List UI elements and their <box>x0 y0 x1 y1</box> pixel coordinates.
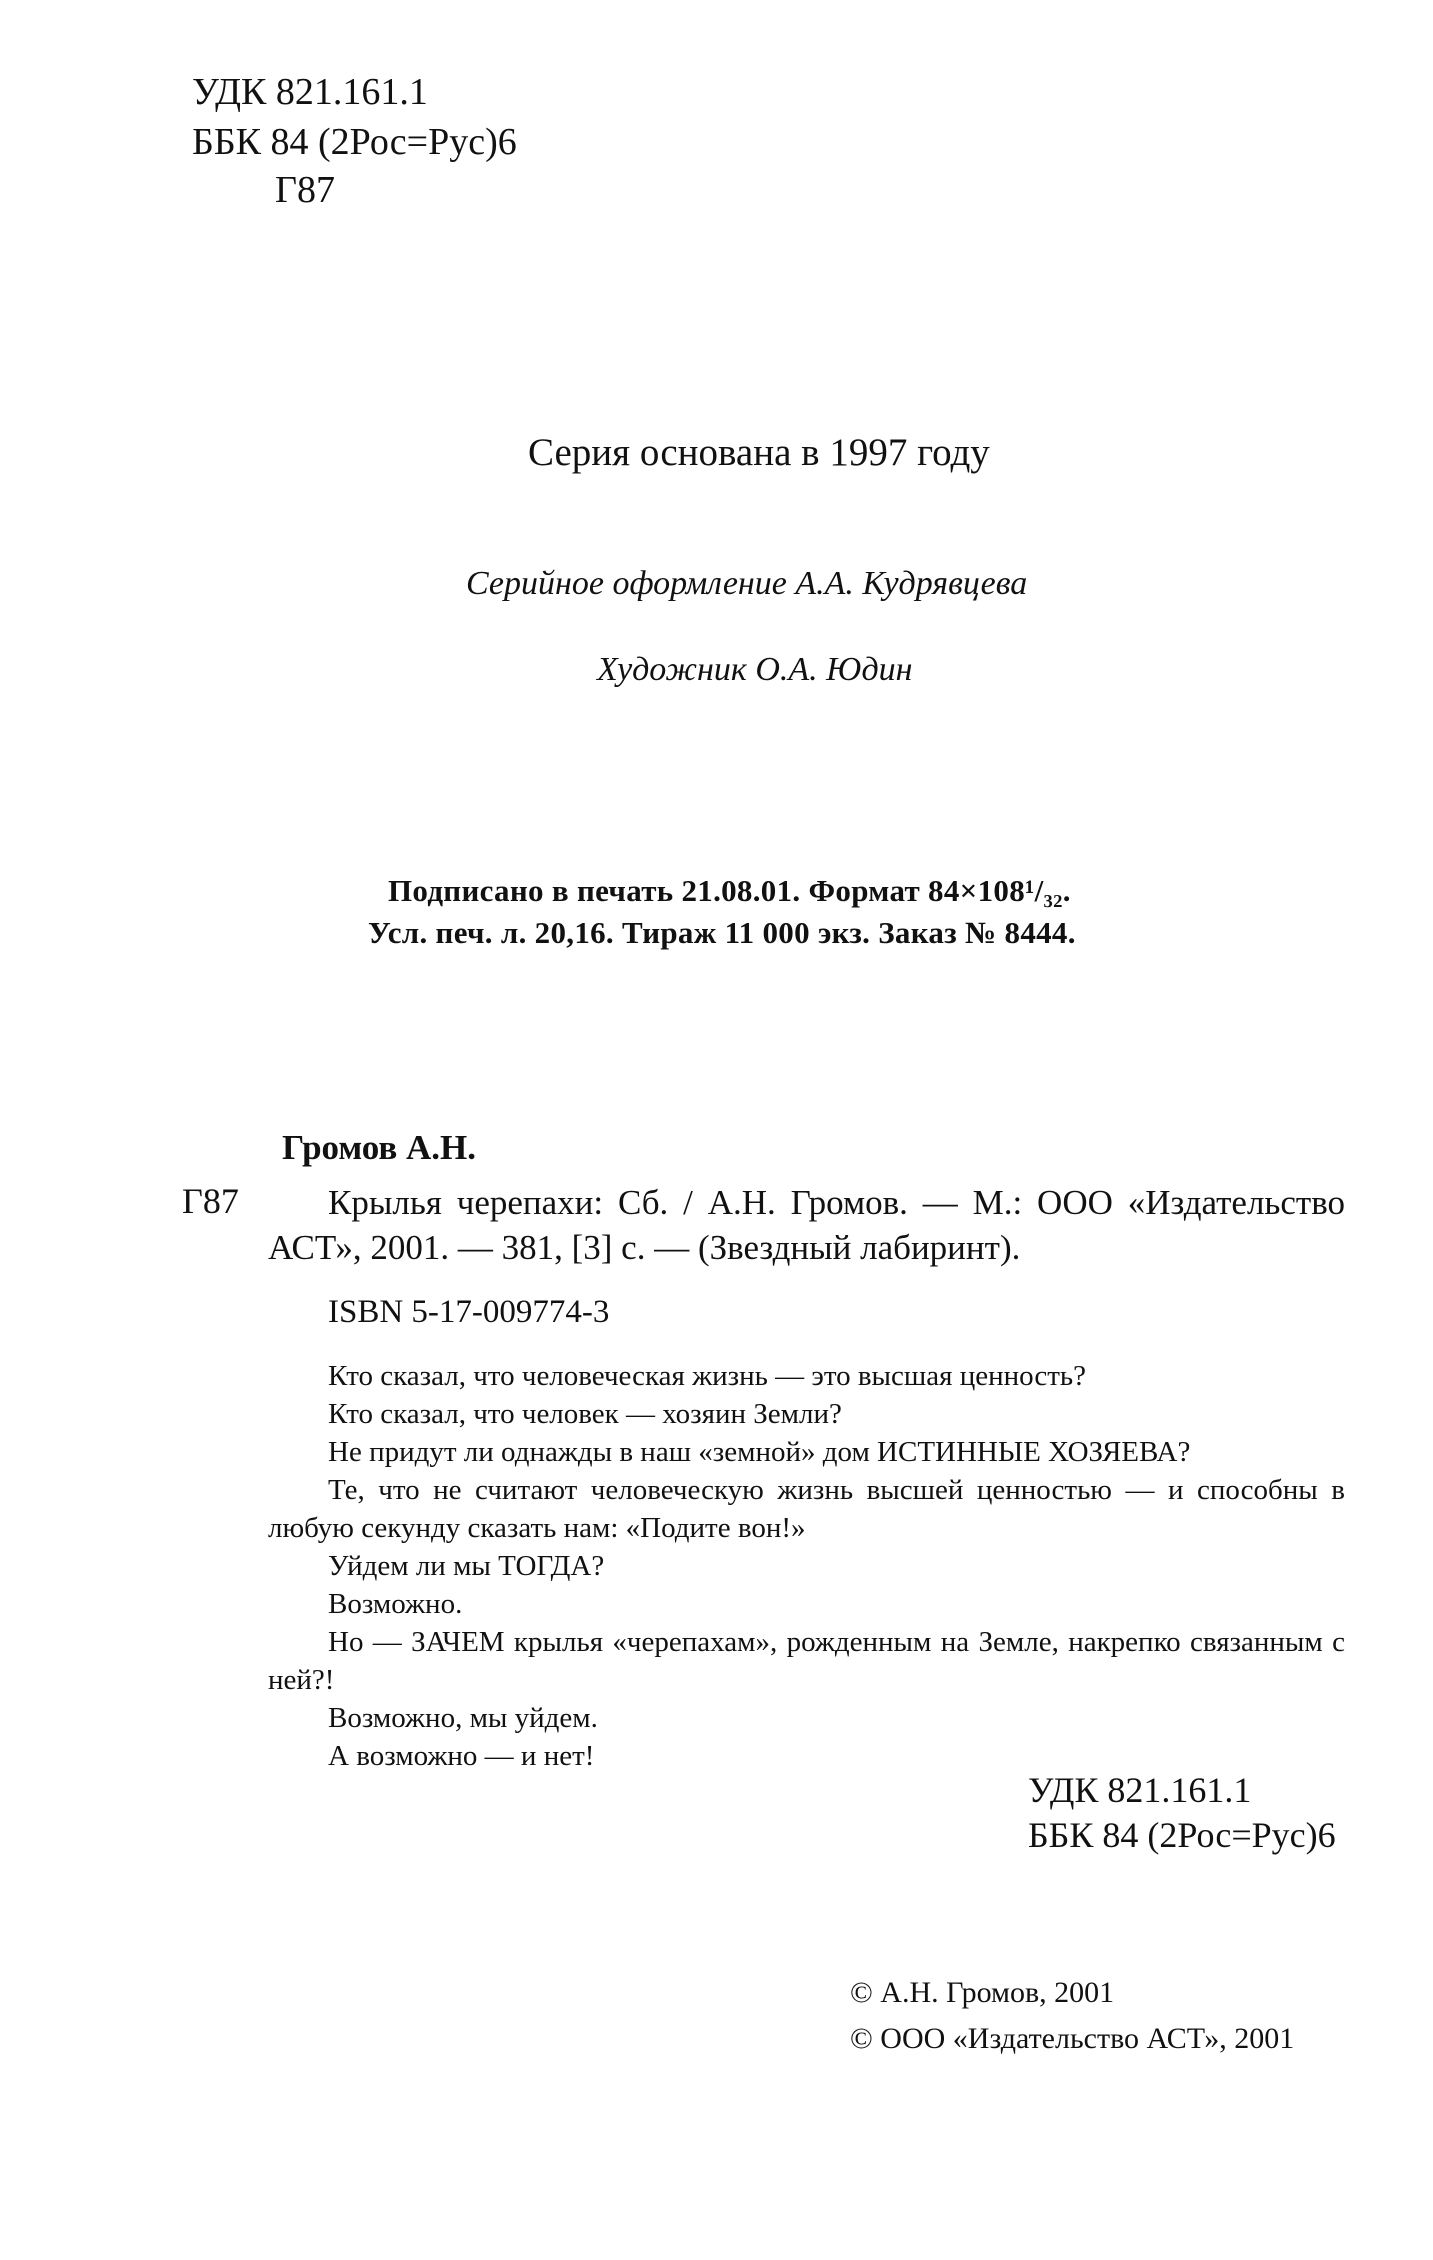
artist-credit: Художник О.А. Юдин <box>597 651 913 688</box>
copyright-publisher: © ООО «Издательство АСТ», 2001 <box>850 2022 1295 2055</box>
annotation-line: Те, что не считают человеческую жизнь высшей ценностью — и способны в любую секунду сказать нам: «Подите вон!» <box>268 1474 1345 1544</box>
series-note: Серия основана в 1997 году <box>528 431 990 474</box>
bbk-bottom: ББК 84 (2Рос=Рус)6 <box>1028 1815 1336 1855</box>
annotation-line: Кто сказал, что человек — хозяин Земли? <box>328 1398 842 1430</box>
bbk-top: ББК 84 (2Рос=Рус)6 <box>192 121 517 163</box>
isbn: ISBN 5-17-009774-3 <box>328 1294 610 1330</box>
series-design-credit: Серийное оформление А.А. Кудрявцева <box>466 565 1028 602</box>
copyright-author: © А.Н. Громов, 2001 <box>850 1976 1115 2009</box>
annotation-line: Кто сказал, что человеческая жизнь — это высшая ценность? <box>328 1360 1086 1392</box>
annotation <box>268 1357 1345 1775</box>
bib-sign: Г87 <box>182 1181 239 1221</box>
udk-top: УДК 821.161.1 <box>192 71 428 113</box>
annotation-line: Возможно, мы уйдем. <box>328 1702 598 1734</box>
print-info-line2: Усл. печ. л. 20,16. Тираж 11 000 экз. Заказ № 8444. <box>368 915 1076 950</box>
author-sign-top: Г87 <box>275 169 335 211</box>
print-info-line1: Подписано в печать 21.08.01. Формат 84×108¹/₃₂. <box>388 873 1071 908</box>
annotation-line: Не придут ли однажды в наш «земной» дом ИСТИННЫЕ ХОЗЯЕВА? <box>328 1436 1191 1468</box>
annotation-line: А возможно — и нет! <box>328 1740 595 1772</box>
bib-author: Громов А.Н. <box>282 1128 477 1167</box>
annotation-line: Уйдем ли мы ТОГДА? <box>328 1550 605 1582</box>
udk-bottom: УДК 821.161.1 <box>1028 1770 1252 1810</box>
annotation-line: Но — ЗАЧЕМ крылья «черепахам», рожденным на Земле, накрепко связанным с ней?! <box>268 1626 1345 1696</box>
bib-entry: Крылья черепахи: Сб. / А.Н. Громов. — М.: ООО «Издательство АСТ», 2001. — 381, [3] с. — (Звездный лабиринт). <box>268 1183 1345 1267</box>
annotation-line: Возможно. <box>328 1588 463 1620</box>
